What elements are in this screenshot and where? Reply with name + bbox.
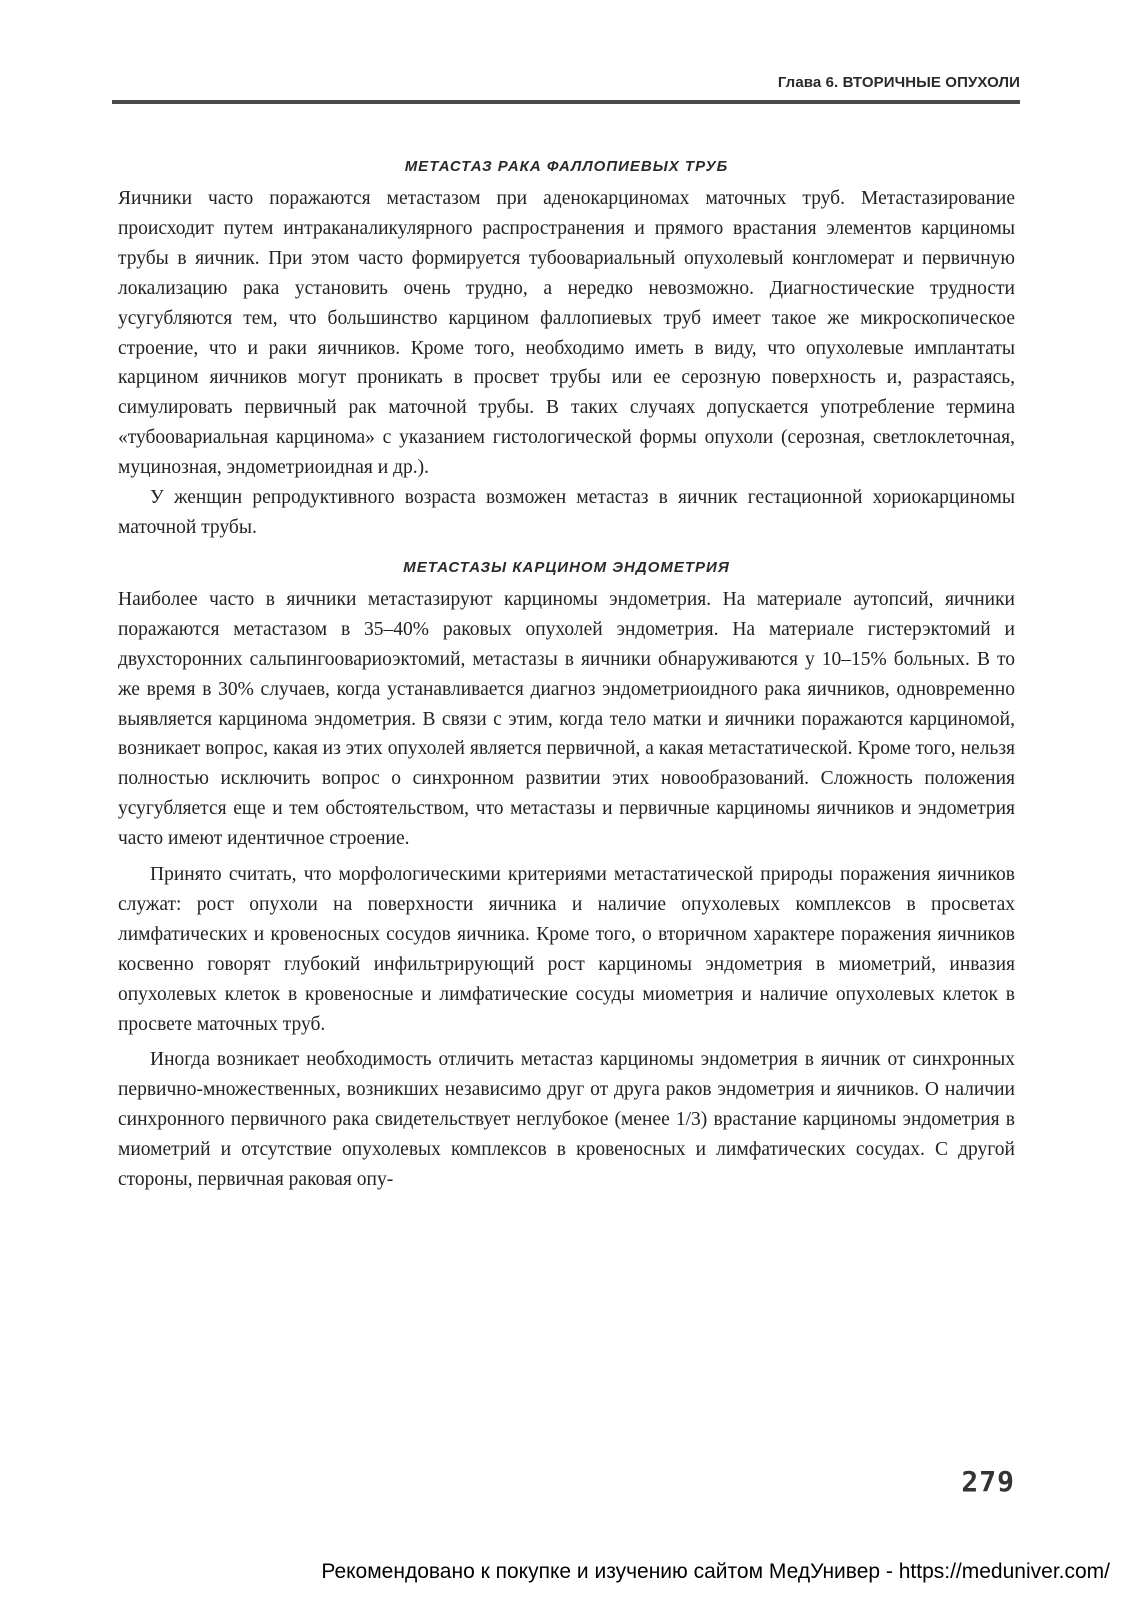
page-number: 279 (961, 1465, 1015, 1498)
paragraph: Яичники часто поражаются метастазом при аденокарциномах маточных труб. Метастазирование происходит путем интраканаликулярного распространения и прямого врастания элементов карциномы трубы в яичник. При этом часто формируется тубоовариальный опухолевый конгломерат и первичную локализацию рака установить очень трудно, а нередко невозможно. Диагностические трудности усугубляются тем, что большинство карцином фаллопиевых труб имеет такое же микроскопическое строение, что и раки яичников. Кроме того, необходимо иметь в виду, что опухолевые имплантаты карцином яичников могут проникать в просвет трубы или ее серозную поверхность и, разрастаясь, симулировать первичный рак маточной трубы. В таких случаях допускается употребление термина «тубоовариальная карцинома» с указанием гистологической формы опухоли (серозная, светлоклеточная, муцинозная, эндометриоидная и др.). (118, 188, 1015, 479)
section-heading-fallopian: МЕТАСТАЗ РАКА ФАЛЛОПИЕВЫХ ТРУБ (404, 158, 729, 175)
watermark-link-text: Рекомендовано к покупке и изучению сайтом МедУнивер - https://meduniver.com/ (321, 1560, 1110, 1583)
header-rule (112, 100, 1020, 104)
section-heading-endometrium: МЕТАСТАЗЫ КАРЦИНОМ ЭНДОМЕТРИЯ (403, 558, 730, 576)
paragraph: Принято считать, что морфологическими критериями метастатической природы поражения яичников служат: рост опухоли на поверхности яичника и наличие опухолевых комплексов в просветах лимфатических и кровеносных сосудов яичника. Кроме того, о вторичном характере поражения яичников косвенно говорят глубокий инфильтрирующий рост карциномы эндометрия в миометрий, инвазия опухолевых клеток в кровеносные и лимфатические сосуды миометрия и наличие опухолевых клеток в просвете маточных труб. (118, 864, 1015, 1035)
running-head: Глава 6. ВТОРИЧНЫЕ ОПУХОЛИ (777, 74, 1020, 91)
paragraph: У женщин репродуктивного возраста возможен метастаз в яичник гестационной хориокарциномы маточной трубы. (118, 487, 1015, 538)
page-body (118, 150, 1015, 1195)
paragraph: Иногда возникает необходимость отличить метастаз карциномы эндометрия в яичник от синхронных первично-множественных, возникших независимо друг от друга раков эндометрия и яичников. О наличии синхронного первичного рака свидетельствует неглубокое (менее 1/3) врастание карциномы эндометрия в миометрий и отсутствие опухолевых комплексов в кровеносных и лимфатических сосудах. С другой стороны, первичная раковая опу- (118, 1049, 1015, 1191)
paragraph: Наиболее часто в яичники метастазируют карциномы эндометрия. На материале аутопсий, яичники поражаются метастазом в 35–40% раковых опухолей эндометрия. На материале гистерэктомий и двухсторонних сальпингоовариоэктомий, метастазы в яичники обнаруживаются у 10–15% больных. В то же время в 30% случаев, когда устанавливается диагноз эндометриоидного рака яичников, одновременно выявляется карцинома эндометрия. В связи с этим, когда тело матки и яичники поражаются карциномой, возникает вопрос, какая из этих опухолей является первичной, а какая метастатической. Кроме того, нельзя полностью исключить вопрос о синхронном развитии этих новообразований. Сложность положения усугубляется еще и тем обстоятельством, что метастазы и первичные карциномы яичников и эндометрия часто имеют идентичное строение. (118, 588, 1015, 850)
